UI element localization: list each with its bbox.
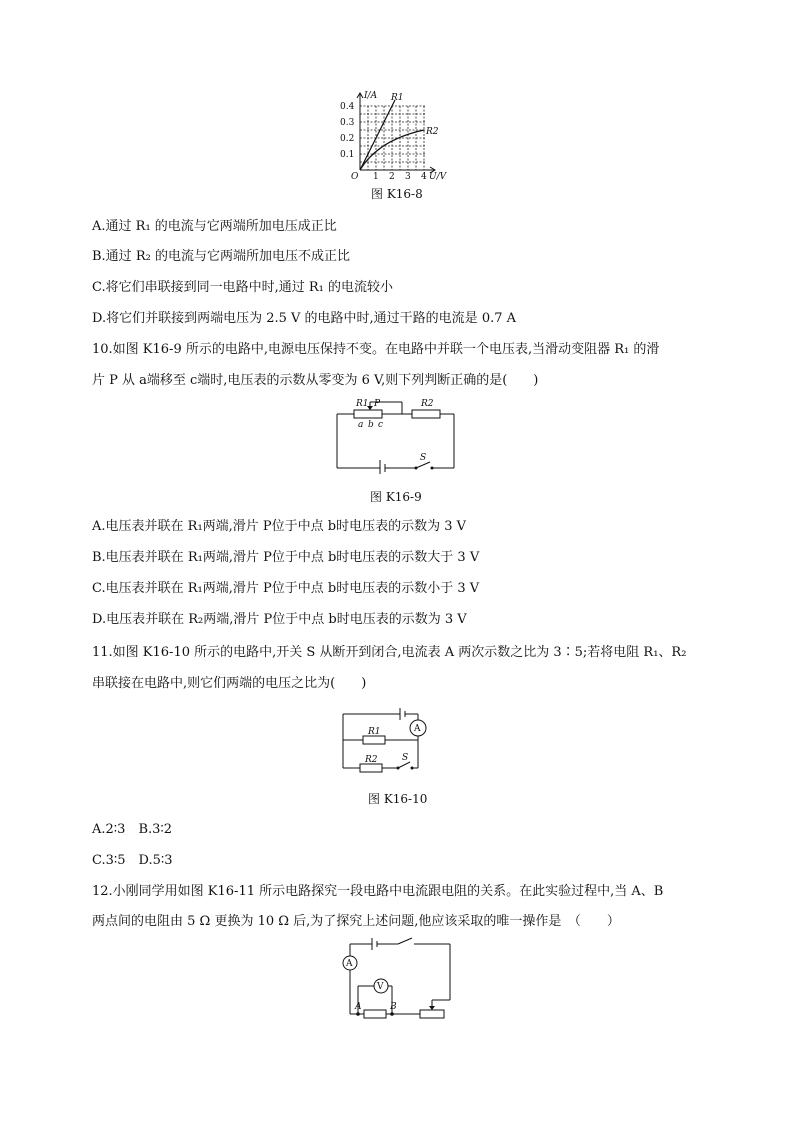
voltmeter-label: V [377,982,384,992]
r1-resistor [363,736,385,744]
q11-options-cd: C.3∶5 D.5∶3 [92,853,173,868]
q9-option-c: C.将它们串联接到同一电路中时,通过 R₁ 的电流较小 [92,280,394,295]
xtick-2: 2 [389,172,395,180]
q10-stem-line2: 片 P 从 a端移至 c端时,电压表的示数从零变为 6 V,则下列判断正确的是( ) [92,373,539,388]
ytick-0.4: 0.4 [340,102,355,112]
point-c-label: c [378,420,384,430]
r1-line [360,100,395,170]
r1-rheostat [354,410,382,418]
figure-caption-k16-10: 图 K16-10 [368,792,428,806]
circuit-figure-k16-9 [332,394,462,474]
circuit-figure-k16-11 [338,934,458,1020]
r2-resistor [412,410,440,418]
q10-option-c: C.电压表并联在 R₁两端,滑片 P位于中点 b时电压表的示数小于 3 V [92,581,480,596]
figure-caption-k16-9: 图 K16-9 [370,490,422,504]
p-label: P [374,399,381,409]
point-b-label: b [368,420,374,430]
circuit-figure-k16-10 [338,704,438,774]
q10-stem-line1: 10.如图 K16-9 所示的电路中,电源电压保持不变。在电路中并联一个电压表,当滑动变阻器 R₁ 的滑 [92,342,660,357]
q12-stem-line1: 12.小刚同学用如图 K16-11 所示电路探究一段电路中电流跟电阻的关系。在此实验过程中,当 A、B [92,884,664,899]
q10-option-b: B.电压表并联在 R₁两端,滑片 P位于中点 b时电压表的示数大于 3 V [92,550,480,565]
xtick-1: 1 [373,172,379,180]
rheostat [420,1010,444,1018]
q10-option-a: A.电压表并联在 R₁两端,滑片 P位于中点 b时电压表的示数为 3 V [92,519,467,534]
q11-stem-line1: 11.如图 K16-10 所示的电路中,开关 S 从断开到闭合,电流表 A 两次示数之比为 3∶5;若将电阻 R₁、R₂ [92,645,687,660]
xtick-4: 4 [421,172,427,180]
q12-stem-line2: 两点间的电阻由 5 Ω 更换为 10 Ω 后,为了探究上述问题,他应该采取的唯一操作是 （ ） [92,914,620,929]
switch-label: S [402,753,409,763]
r1-label: R1 [368,727,381,737]
ammeter-label: A [346,959,353,969]
resistor-ab [364,1010,386,1018]
ytick-0.3: 0.3 [340,118,355,128]
xtick-3: 3 [405,172,411,180]
q11-stem-line2: 串联接在电路中,则它们两端的电压之比为( ) [92,676,367,691]
q9-option-a: A.通过 R₁ 的电流与它两端所加电压成正比 [92,219,337,234]
switch [398,938,412,944]
q9-option-b: B.通过 R₂ 的电流与它两端所加电压不成正比 [92,249,350,264]
ammeter-label: A [414,724,421,734]
r1-label: R1 [356,399,369,409]
figure-caption-k16-8: 图 K16-8 [371,187,423,201]
r2-label: R2 [365,755,378,765]
point-b-label: B [390,1002,397,1012]
r2-resistor [360,764,382,772]
q11-options-ab: A.2∶3 B.3∶2 [92,822,173,837]
point-a-label: A [355,1002,362,1012]
iu-graph-figure [338,88,448,180]
r2-label: R2 [426,127,439,137]
r2-label: R2 [421,399,434,409]
r1-label: R1 [391,93,404,103]
ytick-0.2: 0.2 [340,134,355,144]
q10-option-d: D.电压表并联在 R₂两端,滑片 P位于中点 b时电压表的示数为 3 V [92,612,467,627]
q9-option-d: D.将它们并联接到两端电压为 2.5 V 的电路中时,通过干路的电流是 0.7 A [92,311,517,326]
point-a-label: a [358,420,364,430]
y-axis-label: I/A [364,91,378,101]
switch-label: S [420,453,427,463]
ytick-0.1: 0.1 [340,150,355,160]
origin-label: O [351,172,359,180]
x-axis-label: U/V [429,172,447,180]
